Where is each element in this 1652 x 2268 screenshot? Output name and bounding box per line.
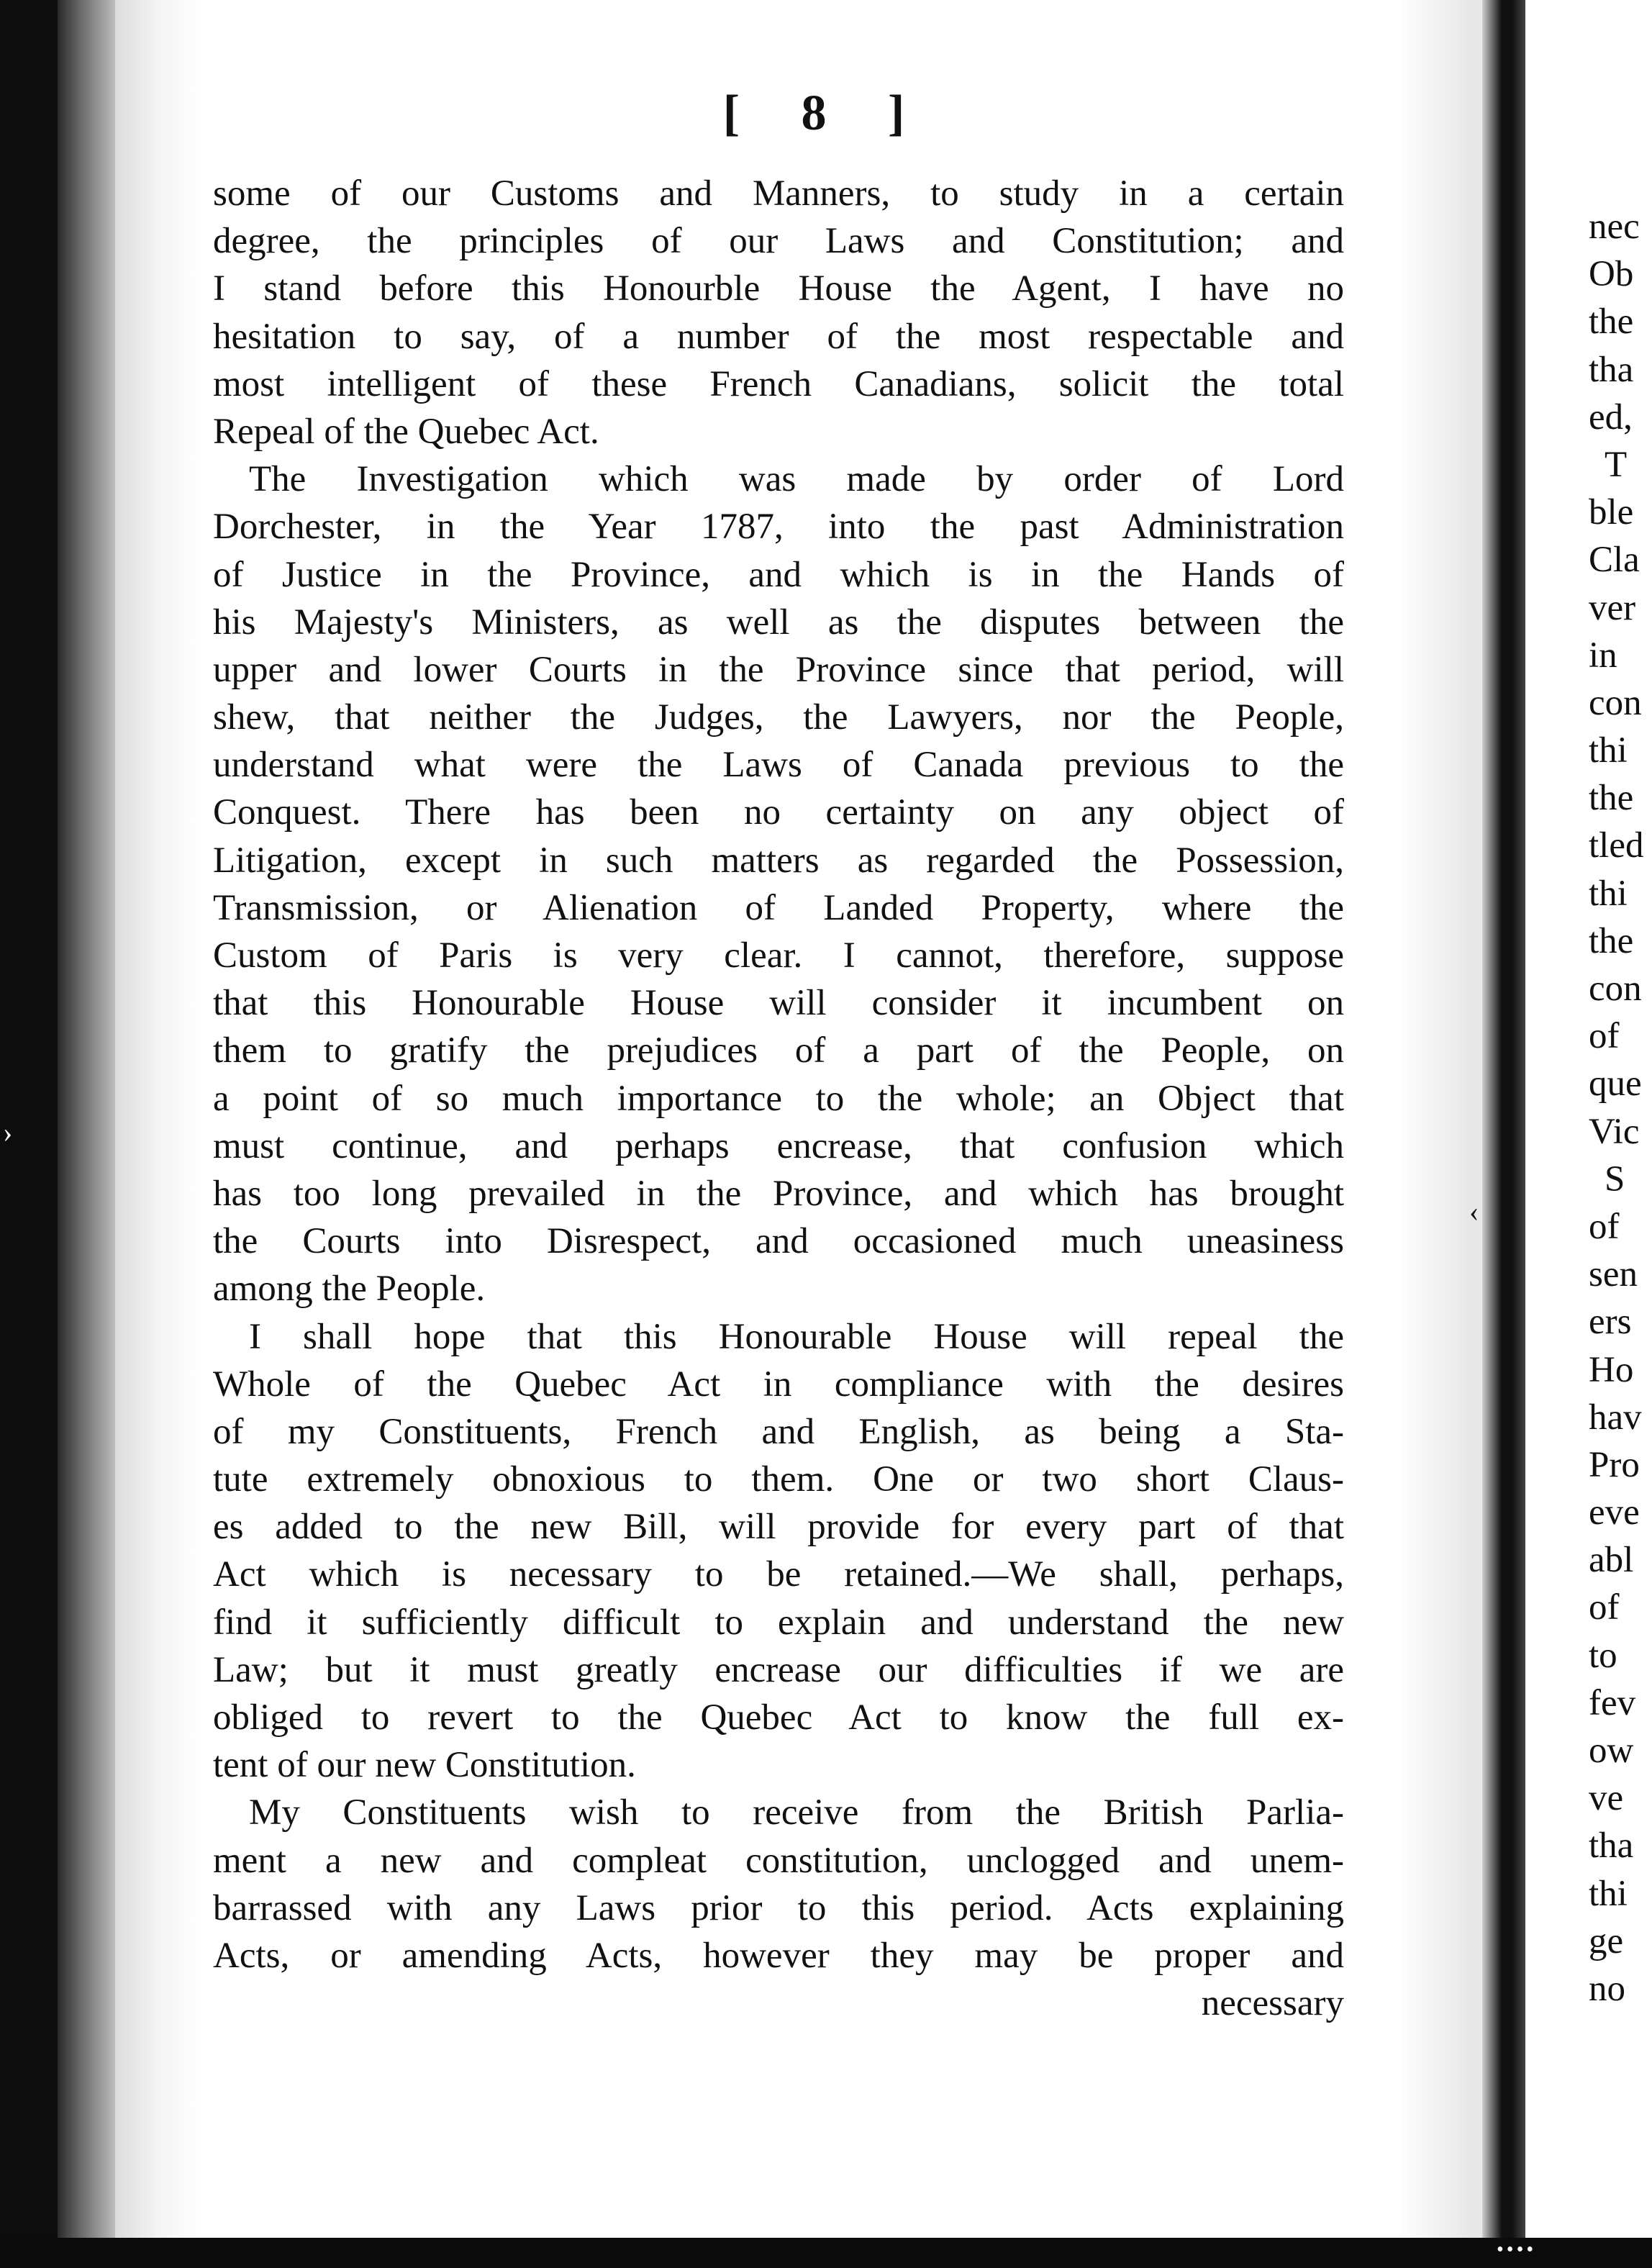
text-line: Dorchester, in the Year 1787, into the past Administration bbox=[213, 507, 1344, 548]
facing-line: nec bbox=[1589, 207, 1640, 247]
facing-line: Ho bbox=[1589, 1349, 1634, 1390]
text-line: The Investigation which was made by order of Lord bbox=[249, 459, 1344, 500]
text-line: them to gratify the prejudices of a part of the People, on bbox=[213, 1030, 1344, 1071]
facing-line: to bbox=[1589, 1635, 1617, 1676]
facing-line: tha bbox=[1589, 1825, 1634, 1866]
facing-line: Vic bbox=[1589, 1111, 1640, 1152]
facing-line: ow bbox=[1589, 1731, 1634, 1771]
text-line: Act which is necessary to be retained.—We shall, perhaps, bbox=[213, 1554, 1344, 1595]
page-number: [ 8 ] bbox=[722, 86, 930, 141]
facing-line: in bbox=[1589, 635, 1617, 676]
facing-line: ver bbox=[1589, 587, 1636, 628]
facing-line: sen bbox=[1589, 1254, 1638, 1295]
text-line: hesitation to say, of a number of the most respectable and bbox=[213, 316, 1344, 357]
text-line: among the People. bbox=[213, 1269, 486, 1310]
facing-line: hav bbox=[1589, 1397, 1642, 1438]
body-text bbox=[213, 170, 1344, 2027]
facing-line: tled bbox=[1589, 825, 1644, 866]
text-line: understand what were the Laws of Canada previous to the bbox=[213, 745, 1344, 786]
text-line: most intelligent of these French Canadians, solicit the total bbox=[213, 363, 1344, 404]
book-gutter bbox=[1482, 0, 1525, 2268]
text-line: his Majesty's Ministers, as well as the disputes between the bbox=[213, 602, 1344, 643]
facing-line: thi bbox=[1589, 873, 1628, 914]
facing-line: ge bbox=[1589, 1920, 1624, 1961]
text-line: of my Constituents, French and English, as being a Sta- bbox=[213, 1411, 1344, 1452]
text-line: Repeal of the Quebec Act. bbox=[213, 411, 599, 452]
facing-line: Ob bbox=[1589, 254, 1634, 295]
text-line: of Justice in the Province, and which is in the Hands of bbox=[213, 554, 1344, 595]
facing-line: con bbox=[1589, 969, 1642, 1009]
facing-line: the bbox=[1589, 920, 1634, 961]
catchword: necessary bbox=[1201, 1983, 1344, 2024]
text-line: Conquest. There has been no certainty on any object of bbox=[213, 792, 1344, 833]
facing-line: of bbox=[1589, 1016, 1620, 1057]
text-line: tent of our new Constitution. bbox=[213, 1745, 636, 1786]
facing-line: of bbox=[1589, 1587, 1620, 1628]
text-line: degree, the principles of our Laws and Constitution; and bbox=[213, 221, 1344, 262]
text-line: barrassed with any Laws prior to this period. Acts explaining bbox=[213, 1887, 1344, 1928]
facing-page-text bbox=[1589, 203, 1652, 2013]
text-line: I shall hope that this Honourable House will repeal the bbox=[249, 1316, 1344, 1357]
facing-line: the bbox=[1589, 301, 1634, 343]
facing-line: ed, bbox=[1589, 396, 1633, 437]
text-line: tute extremely obnoxious to them. One or two short Claus- bbox=[213, 1459, 1344, 1500]
facing-line: T bbox=[1605, 444, 1628, 485]
facing-line: no bbox=[1589, 1968, 1625, 2009]
facing-line: eve bbox=[1589, 1492, 1640, 1533]
facing-line: tha bbox=[1589, 349, 1634, 390]
text-line: must continue, and perhaps encrease, that confusion which bbox=[213, 1125, 1344, 1166]
text-line: Litigation, except in such matters as regarded the Possession, bbox=[213, 840, 1344, 881]
facing-line: thi bbox=[1589, 730, 1628, 771]
text-line: I stand before this Honourble House the Agent, I have no bbox=[213, 268, 1344, 309]
text-line: a point of so much importance to the whole; an Object that bbox=[213, 1078, 1344, 1119]
facing-line: ers bbox=[1589, 1302, 1632, 1343]
text-line: shew, that neither the Judges, the Lawyers, nor the People, bbox=[213, 697, 1344, 738]
margin-mark-icon: › bbox=[3, 1116, 13, 1148]
text-line: Whole of the Quebec Act in compliance with the desires bbox=[213, 1364, 1344, 1405]
facing-line: Pro bbox=[1589, 1444, 1640, 1485]
facing-line: que bbox=[1589, 1063, 1642, 1104]
facing-line: fev bbox=[1589, 1682, 1636, 1723]
facing-line: con bbox=[1589, 682, 1642, 723]
facing-line: of bbox=[1589, 1206, 1620, 1247]
book-spine-shadow bbox=[58, 0, 115, 2268]
text-line: Transmission, or Alienation of Landed Property, where the bbox=[213, 887, 1344, 928]
scan-bottom-border bbox=[0, 2238, 1652, 2268]
facing-line: Cla bbox=[1589, 540, 1640, 581]
facing-line: ve bbox=[1589, 1778, 1624, 1819]
text-line: has too long prevailed in the Province, and which has brought bbox=[213, 1173, 1344, 1214]
text-line: es added to the new Bill, will provide for every part of that bbox=[213, 1507, 1344, 1548]
text-line: Custom of Paris is very clear. I cannot, therefore, suppose bbox=[213, 935, 1344, 976]
facing-line: ble bbox=[1589, 492, 1634, 533]
facing-line: the bbox=[1589, 778, 1634, 819]
text-line: ment a new and compleat constitution, unclogged and unem- bbox=[213, 1840, 1344, 1881]
facing-line: S bbox=[1605, 1158, 1625, 1199]
gutter-mark-icon: ‹ bbox=[1469, 1195, 1479, 1228]
text-line: Acts, or amending Acts, however they may be proper and bbox=[213, 1935, 1344, 1976]
facing-line: abl bbox=[1589, 1540, 1634, 1581]
text-line: My Constituents wish to receive from the British Parlia- bbox=[249, 1792, 1344, 1833]
text-line: some of our Customs and Manners, to study in a certain bbox=[213, 173, 1344, 214]
text-line: find it sufficiently difficult to explain and understand the new bbox=[213, 1602, 1344, 1643]
text-line: the Courts into Disrespect, and occasioned much uneasiness bbox=[213, 1221, 1344, 1262]
facing-line: thi bbox=[1589, 1873, 1628, 1914]
scan-noise-icon: •••• bbox=[1497, 2238, 1537, 2261]
text-line: upper and lower Courts in the Province since that period, will bbox=[213, 649, 1344, 690]
text-line: Law; but it must greatly encrease our difficulties if we are bbox=[213, 1649, 1344, 1690]
text-line: that this Honourable House will consider it incumbent on bbox=[213, 983, 1344, 1024]
text-line: obliged to revert to the Quebec Act to know the full ex- bbox=[213, 1697, 1344, 1738]
